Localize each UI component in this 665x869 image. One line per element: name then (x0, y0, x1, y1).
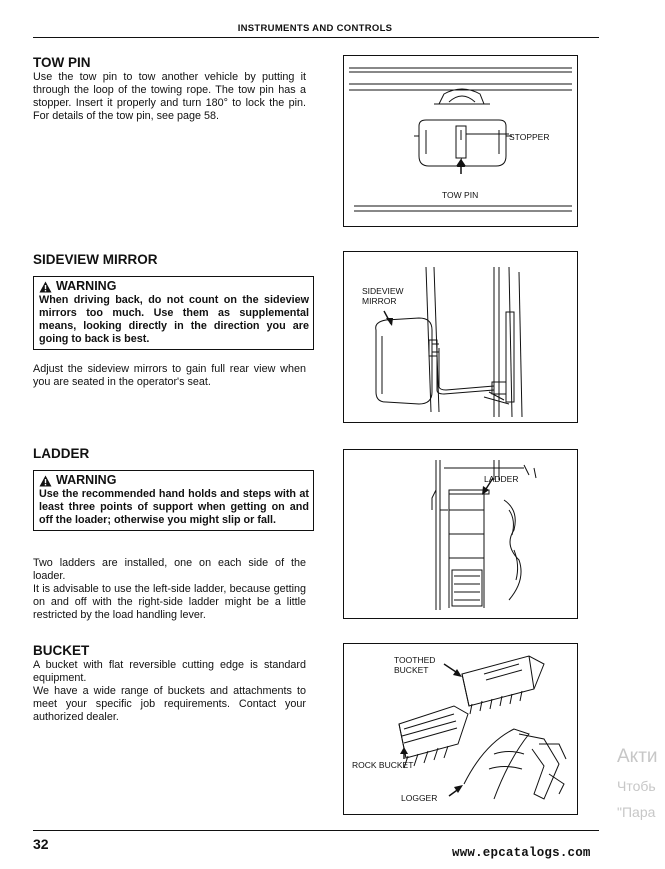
ladder-illustration (344, 450, 577, 618)
label-logger: LOGGER (401, 793, 438, 803)
bucket-illustration (344, 644, 577, 814)
sideview-mirror-body: Adjust the sideview mirrors to gain full rear view when you are seated in the operator's seat. (33, 363, 306, 388)
ladder-title: LADDER (33, 446, 90, 461)
sideview-mirror-illustration (344, 252, 577, 422)
ladder-warning (33, 470, 314, 531)
label-ladder: LADDER (484, 474, 519, 484)
warning-heading (39, 280, 309, 293)
sideview-mirror-title: SIDEVIEW MIRROR (33, 252, 158, 267)
bucket-body-2: We have a wide range of buckets and attachments to meet your specific job requirements. Contact your authorized dealer. (33, 685, 306, 723)
activation-overlay-line2: Чтобь (617, 778, 656, 794)
warning-triangle-icon (39, 281, 52, 293)
warning-heading-text: WARNING (56, 473, 117, 487)
label-toothed: TOOTHED (394, 655, 436, 665)
warning-heading (39, 474, 309, 487)
ladder-figure (343, 449, 578, 619)
footer-divider (33, 830, 599, 831)
page-header-title: INSTRUMENTS AND CONTROLS (237, 23, 393, 34)
label-stopper: STOPPER (509, 132, 550, 142)
page-number: 32 (33, 836, 49, 852)
website-watermark[interactable]: www.epcatalogs.com (452, 846, 591, 860)
tow-pin-body: Use the tow pin to tow another vehicle by putting it through the loop of the towing rope. The tow pin has a stopper. Insert it properly and turn 180° to lock the pin. For details of the tow pin, see page 58. (33, 71, 306, 122)
sideview-mirror-warning (33, 276, 314, 350)
warning-heading-text: WARNING (56, 279, 117, 293)
label-mirror: MIRROR (362, 296, 397, 306)
sideview-mirror-figure (343, 251, 578, 423)
bucket-title: BUCKET (33, 643, 90, 658)
header-divider (33, 37, 599, 38)
tow-pin-title: TOW PIN (33, 55, 91, 70)
warning-body: Use the recommended hand holds and steps with at least three points of support when getting on and off the loader; otherwise you might slip or fall. (39, 488, 309, 526)
label-rock-bucket: ROCK BUCKET (352, 760, 414, 770)
ladder-body-2: It is advisable to use the left-side ladder, because getting on and off with the right-side ladder might be a little restricted by the load handling lever. (33, 583, 306, 621)
bucket-figure (343, 643, 578, 815)
warning-triangle-icon (39, 475, 52, 487)
label-tow-pin: TOW PIN (442, 190, 479, 200)
warning-body: When driving back, do not count on the sideview mirrors too much. Use them as supplemental means, looking directly in the direction you are going to back is best. (39, 294, 309, 345)
bucket-body-1: A bucket with flat reversible cutting edge is standard equipment. (33, 659, 306, 684)
label-sideview: SIDEVIEW (362, 286, 404, 296)
label-toothed-bucket: BUCKET (394, 665, 429, 675)
tow-pin-figure (343, 55, 578, 227)
ladder-body-1: Two ladders are installed, one on each side of the loader. (33, 557, 306, 582)
activation-overlay-line3: "Пара (617, 804, 656, 820)
activation-overlay-line1: Акти (617, 746, 658, 767)
